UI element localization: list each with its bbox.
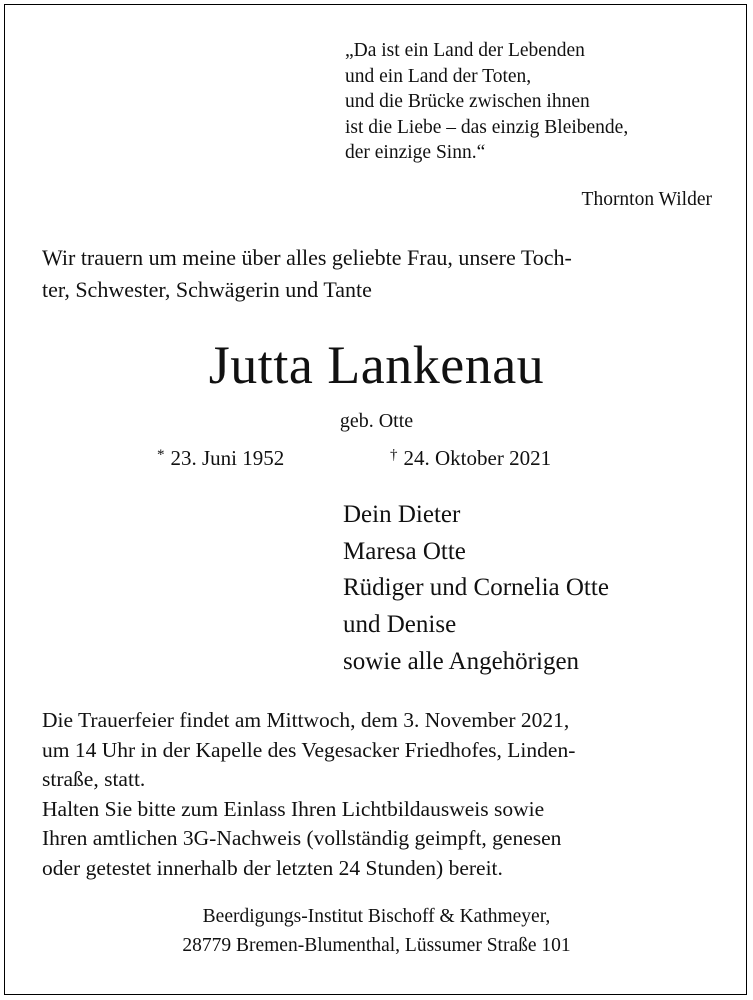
birth-date-group [157, 439, 284, 474]
service-line: Die Trauerfeier findet am Mittwoch, dem 3. November 2021, [42, 708, 570, 732]
intro-line: ter, Schwester, Schwägerin und Tante [42, 276, 372, 302]
undertaker-address: 28779 Bremen-Blumenthal, Lüssumer Straße 101 [182, 935, 571, 956]
death-date: 24. Oktober 2021 [403, 446, 552, 470]
service-line: oder getestet innerhalb der letzten 24 Stunden) bereit. [42, 855, 503, 880]
service-line: Ihren amtlichen 3G-Nachweis (vollständig geimpft, genesen [42, 826, 562, 851]
intro-text [42, 242, 717, 305]
mourner-item: Maresa Otte [343, 537, 466, 565]
quote-line: ist die Liebe – das einzig Bleibende, [345, 116, 629, 138]
mourners-list [343, 497, 723, 681]
deceased-name: Jutta Lankenau [208, 335, 545, 395]
birth-star-icon: * [157, 447, 165, 463]
death-date-group [390, 439, 551, 474]
funeral-service-info [42, 706, 717, 884]
quote-author: Thornton Wilder [581, 189, 712, 210]
mourner-item: Rüdiger und Cornelia Otte [343, 574, 609, 602]
service-line: straße, statt. [42, 767, 146, 792]
quote-line: „Da ist ein Land der Lebenden [345, 40, 585, 61]
service-line: um 14 Uhr in der Kapelle des Vegesacker Friedhofes, Linden- [42, 737, 576, 762]
maiden-name: geb. Otte [339, 410, 414, 432]
mourner-item: Dein Dieter [343, 501, 461, 528]
quote-line: und die Brücke zwischen ihnen [345, 91, 590, 112]
undertaker-info [0, 902, 753, 960]
mourner-item: und Denise [343, 611, 457, 639]
service-line: Halten Sie bitte zum Einlass Ihren Lichtbildausweis sowie [42, 796, 545, 821]
mourner-item: sowie alle Angehörigen [343, 647, 580, 675]
death-cross-icon: † [390, 447, 398, 463]
life-dates [157, 439, 607, 471]
epigraph-quote [345, 38, 715, 166]
quote-line: der einzige Sinn.“ [345, 142, 486, 163]
quote-line: und ein Land der Toten, [345, 65, 532, 87]
birth-date: 23. Juni 1952 [170, 446, 285, 470]
intro-line: Wir trauern um meine über alles geliebte Frau, unsere Toch- [42, 245, 572, 270]
undertaker-name: Beerdigungs-Institut Bischoff & Kathmeyer, [202, 906, 551, 927]
